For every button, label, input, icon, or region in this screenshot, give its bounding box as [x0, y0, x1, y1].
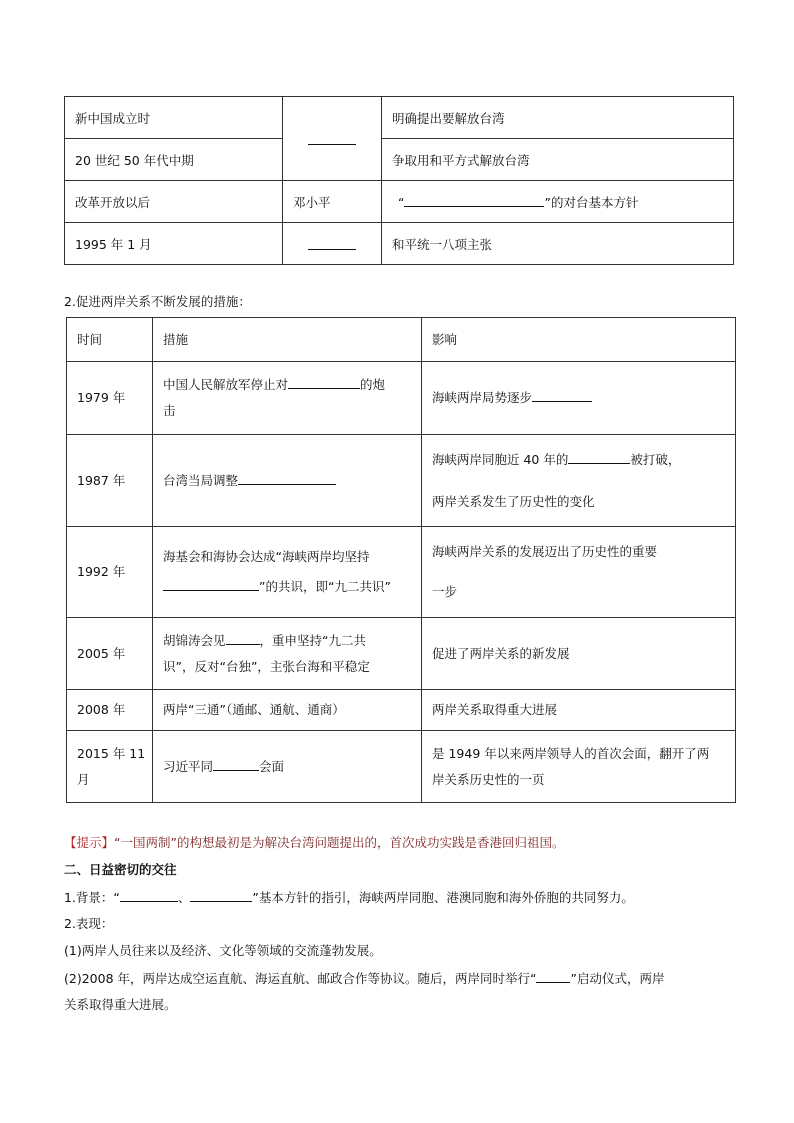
table-row [65, 181, 734, 223]
effect-text: 被打破， [630, 451, 681, 467]
effect-text: 是 1949 年以来两岸领导人的首次会面，翻开了两 [432, 745, 710, 761]
fill-blank[interactable] [226, 630, 260, 645]
measure-text: 会面 [259, 758, 285, 774]
table-row [65, 139, 734, 181]
table-row [65, 97, 734, 139]
performance-item-2-cont: 关系取得重大进展。 [64, 997, 177, 1012]
measure-text: 习近平同 [163, 758, 214, 774]
header-effect: 影响 [422, 318, 736, 362]
measure-text: ，重申坚持“九二共 [259, 632, 366, 648]
measure-text: 台湾当局调整 [163, 472, 239, 488]
performance-title: 2.表现： [64, 916, 114, 931]
fill-blank[interactable] [238, 470, 336, 485]
measure-text: 胡锦涛会见 [163, 632, 226, 648]
table-row [65, 223, 734, 265]
year-cell: 1987 年 [67, 435, 153, 527]
measure-cell [153, 435, 422, 527]
cross-strait-policy-table [64, 96, 734, 265]
tip-text: “一国两制”的构想最初是为解决台湾问题提出的，首次成功实践是香港回归祖国。 [114, 835, 565, 850]
effect-cell [422, 731, 736, 803]
table-row [67, 690, 736, 731]
year-text: 2015 年 11 [77, 745, 146, 761]
background-suffix: ”基本方针的指引，海峡两岸同胞、港澳同胞和海外侨胞的共同努力。 [252, 890, 634, 905]
table-row [67, 435, 736, 527]
background-sep: 、 [177, 890, 191, 905]
measure-text: 的炮 [360, 377, 386, 392]
policy-suffix: ”的对台基本方针 [544, 195, 639, 210]
effect-cell [422, 435, 736, 527]
effect-cell: 两岸关系取得重大进展 [422, 690, 736, 731]
effect-text: 海峡两岸关系的发展迈出了历史性的重要 [432, 544, 658, 559]
year-cell: 2005 年 [67, 618, 153, 690]
fill-blank[interactable] [536, 968, 570, 983]
effect-text: 一步 [432, 584, 458, 599]
year-text: 月 [77, 771, 90, 787]
table-row [67, 731, 736, 803]
tip-label: 【提示】 [64, 835, 115, 850]
performance-item-1: (1)两岸人员往来以及经济、文化等领域的交流蓬勃发展。 [64, 943, 382, 958]
effect-text: 两岸关系发生了历史性的变化 [432, 493, 595, 509]
policy-cell: 争取用和平方式解放台湾 [382, 139, 734, 181]
leader-blank-cell [283, 223, 382, 265]
effect-cell [422, 362, 736, 435]
measure-text: ”的共识，即“九二共识” [259, 579, 391, 594]
section-heading: 二、日益密切的交往 [64, 862, 177, 877]
measure-text: 击 [163, 403, 176, 418]
fill-blank[interactable] [120, 887, 178, 902]
quote-open: “ [398, 195, 405, 210]
leader-cell: 邓小平 [283, 181, 382, 223]
effect-text: 海峡两岸同胞近 40 年的 [432, 451, 569, 467]
measure-cell [153, 527, 422, 618]
year-cell: 1992 年 [67, 527, 153, 618]
header-time: 时间 [67, 318, 153, 362]
table-row [67, 618, 736, 690]
measures-table [66, 317, 736, 803]
fill-blank[interactable] [163, 576, 259, 591]
measure-cell [153, 618, 422, 690]
leader-blank-cell [283, 97, 382, 181]
year-cell [67, 731, 153, 803]
performance-item-2 [64, 968, 664, 987]
measure-text: 海基会和海协会达成“海峡两岸均坚持 [163, 549, 370, 564]
fill-blank[interactable] [532, 387, 592, 402]
fill-blank[interactable] [190, 887, 252, 902]
effect-text: 海峡两岸局势逐步 [432, 390, 533, 405]
period-cell: 20 世纪 50 年代中期 [65, 139, 283, 181]
effect-cell [422, 527, 736, 618]
fill-blank[interactable] [288, 374, 360, 389]
item2-suffix: ”启动仪式，两岸 [570, 971, 665, 986]
table-row [67, 362, 736, 435]
fill-blank[interactable] [568, 449, 630, 464]
background-prefix: 1.背景：“ [64, 890, 120, 905]
measure-cell [153, 362, 422, 435]
year-cell: 2008 年 [67, 690, 153, 731]
measure-text: 识”，反对“台独”，主张台海和平稳定 [163, 658, 370, 674]
effect-text: 岸关系历史性的一页 [432, 771, 545, 787]
effect-cell: 促进了两岸关系的新发展 [422, 618, 736, 690]
fill-blank[interactable] [213, 756, 259, 771]
policy-cell: 和平统一八项主张 [382, 223, 734, 265]
fill-blank[interactable] [308, 130, 356, 145]
tip-line [64, 833, 564, 851]
section-subtitle: 2.促进两岸关系不断发展的措施： [64, 294, 251, 309]
measure-cell [153, 731, 422, 803]
period-cell: 1995 年 1 月 [65, 223, 283, 265]
table-header-row [67, 318, 736, 362]
year-cell: 1979 年 [67, 362, 153, 435]
table-row [67, 527, 736, 618]
fill-blank[interactable] [404, 192, 544, 207]
policy-cell [382, 181, 734, 223]
item2-prefix: (2)2008 年，两岸达成空运直航、海运直航、邮政合作等协议。随后，两岸同时举行“ [64, 971, 537, 986]
background-line [64, 887, 634, 906]
measure-cell: 两岸“三通”（通邮、通航、通商） [153, 690, 422, 731]
period-cell: 改革开放以后 [65, 181, 283, 223]
measure-text: 中国人民解放军停止对 [163, 377, 289, 392]
policy-cell: 明确提出要解放台湾 [382, 97, 734, 139]
fill-blank[interactable] [308, 235, 356, 250]
header-measure: 措施 [153, 318, 422, 362]
period-cell: 新中国成立时 [65, 97, 283, 139]
